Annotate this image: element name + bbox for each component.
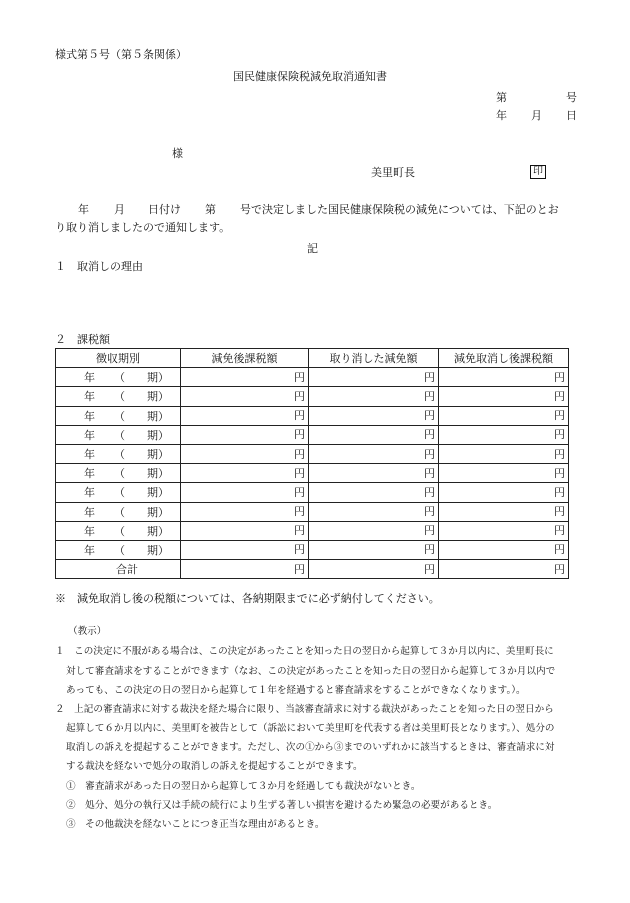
- instruction-line: あっても、この決定の日の翌日から起算して１年を経過すると審査請求をすることができなくなります。）。: [66, 685, 526, 696]
- intro-month: 月: [114, 203, 125, 216]
- period-close: 期）: [147, 428, 169, 442]
- table-row: [56, 502, 569, 521]
- section2-title: ２ 課税額: [55, 333, 110, 346]
- reduced-tax-cell: 円: [181, 406, 309, 425]
- reduced-tax-cell: 円: [181, 540, 309, 559]
- period-year: 年: [84, 543, 95, 557]
- total-reduced-tax: 円: [181, 560, 309, 579]
- cancelled-amount-cell: 円: [309, 406, 439, 425]
- form-number: 様式第５号（第５条関係）: [55, 48, 187, 61]
- tax-after-cancel-cell: 円: [439, 406, 569, 425]
- tax-after-cancel-cell: 円: [439, 540, 569, 559]
- period-cell: [56, 368, 181, 387]
- doc-number-prefix: 第: [496, 91, 507, 104]
- instruction-line: 起算して６か月以内に、美里町を被告として（訴訟において美里町を代表する者は美里町長となります。）、処分の: [66, 723, 555, 734]
- reduced-tax-cell: 円: [181, 387, 309, 406]
- total-row: [56, 560, 569, 579]
- period-open: （: [114, 371, 125, 385]
- period-close: 期）: [147, 371, 169, 385]
- tax-table-header: [56, 349, 569, 368]
- period-cell: [56, 406, 181, 425]
- addressee-suffix: 様: [172, 147, 183, 160]
- total-cancelled-amount: 円: [309, 560, 439, 579]
- tax-after-cancel-cell: 円: [439, 387, 569, 406]
- period-cell: [56, 425, 181, 444]
- intro-year: 年: [78, 203, 89, 216]
- cancelled-amount-cell: 円: [309, 387, 439, 406]
- period-close: 期）: [147, 409, 169, 423]
- instruction-line: ③ その他裁決を経ないことにつき正当な理由があるとき。: [66, 819, 325, 830]
- instruction-line: ① 審査請求があった日の翌日から起算して３か月を経過しても裁決がないとき。: [66, 781, 421, 792]
- section1-title: １ 取消しの理由: [55, 260, 143, 273]
- ki-mark: 記: [307, 242, 318, 255]
- total-tax-after-cancel: 円: [439, 560, 569, 579]
- period-cell: [56, 464, 181, 483]
- date-year: 年: [496, 109, 507, 122]
- cancelled-amount-cell: 円: [309, 464, 439, 483]
- table-row: [56, 483, 569, 502]
- instruction-line: する裁決を経ないで処分の取消しの訴えを提起することができます。: [66, 761, 363, 772]
- period-cell: [56, 483, 181, 502]
- period-open: （: [114, 428, 125, 442]
- period-close: 期）: [147, 543, 169, 557]
- cancelled-amount-cell: 円: [309, 521, 439, 540]
- cancelled-amount-cell: 円: [309, 368, 439, 387]
- tax-table: [55, 348, 569, 579]
- tax-after-cancel-cell: 円: [439, 425, 569, 444]
- period-open: （: [114, 409, 125, 423]
- instruction-line: ２ 上記の審査請求に対する裁決を経た場合に限り、当該審査請求に対する裁決があったことを知った日の翌日から: [55, 704, 554, 715]
- reduced-tax-cell: 円: [181, 483, 309, 502]
- reduced-tax-cell: 円: [181, 368, 309, 387]
- tax-after-cancel-cell: 円: [439, 444, 569, 463]
- header-reduced-tax: 減免後課税額: [181, 349, 309, 368]
- period-close: 期）: [147, 486, 169, 500]
- period-open: （: [114, 486, 125, 500]
- reduced-tax-cell: 円: [181, 464, 309, 483]
- period-close: 期）: [147, 505, 169, 519]
- cancelled-amount-cell: 円: [309, 444, 439, 463]
- intro-line2: り取り消しましたので通知します。: [55, 221, 231, 234]
- period-open: （: [114, 543, 125, 557]
- period-cell: [56, 521, 181, 540]
- table-row: [56, 387, 569, 406]
- instruction-line: 取消しの訴えを提起することができます。ただし、次の①から③までのいずれかに該当するときは、審査請求に対: [66, 742, 555, 753]
- payment-notice: ※ 減免取消し後の税額については、各納期限までに必ず納付してください。: [55, 592, 440, 605]
- header-tax-after-cancel: 減免取消し後課税額: [439, 349, 569, 368]
- period-close: 期）: [147, 447, 169, 461]
- table-row: [56, 368, 569, 387]
- reduced-tax-cell: 円: [181, 444, 309, 463]
- period-open: （: [114, 524, 125, 538]
- cancelled-amount-cell: 円: [309, 483, 439, 502]
- reduced-tax-cell: 円: [181, 425, 309, 444]
- table-row: [56, 521, 569, 540]
- period-open: （: [114, 390, 125, 404]
- reduced-tax-cell: 円: [181, 502, 309, 521]
- instruction-line: ② 処分、処分の執行又は手続の続行により生ずる著しい損害を避けるため緊急の必要があるとき。: [66, 800, 498, 811]
- tax-after-cancel-cell: 円: [439, 521, 569, 540]
- reduced-tax-cell: 円: [181, 521, 309, 540]
- period-cell: [56, 540, 181, 559]
- period-year: 年: [84, 505, 95, 519]
- cancelled-amount-cell: 円: [309, 540, 439, 559]
- period-cell: [56, 387, 181, 406]
- period-year: 年: [84, 428, 95, 442]
- period-open: （: [114, 447, 125, 461]
- instruction-line: 対して審査請求をすることができます（なお、この決定があったことを知った日の翌日から起算して３か月以内で: [66, 666, 556, 677]
- table-row: [56, 425, 569, 444]
- doc-number-suffix: 号: [566, 91, 577, 104]
- cancelled-amount-cell: 円: [309, 502, 439, 521]
- intro-dai: 第: [205, 203, 216, 216]
- period-close: 期）: [147, 467, 169, 481]
- document-title: 国民健康保険税減免取消通知書: [233, 70, 387, 83]
- intro-text: 号で決定しました国民健康保険税の減免については、下記のとお: [240, 203, 559, 216]
- tax-after-cancel-cell: 円: [439, 483, 569, 502]
- cancelled-amount-cell: 円: [309, 425, 439, 444]
- intro-dated: 日付け: [148, 203, 181, 216]
- period-year: 年: [84, 390, 95, 404]
- period-close: 期）: [147, 390, 169, 404]
- table-row: [56, 540, 569, 559]
- period-year: 年: [84, 409, 95, 423]
- tax-after-cancel-cell: 円: [439, 502, 569, 521]
- total-label: 合計: [56, 560, 181, 579]
- period-year: 年: [84, 467, 95, 481]
- header-period: 徴収期別: [56, 349, 181, 368]
- issuer-name: 美里町長: [371, 166, 415, 179]
- table-row: [56, 444, 569, 463]
- period-year: 年: [84, 486, 95, 500]
- period-year: 年: [84, 447, 95, 461]
- instruction-line: １ この決定に不服がある場合は、この決定があったことを知った日の翌日から起算して３か月以内に、美里町長に: [55, 646, 554, 657]
- period-cell: [56, 502, 181, 521]
- period-year: 年: [84, 524, 95, 538]
- table-row: [56, 406, 569, 425]
- period-open: （: [114, 505, 125, 519]
- table-row: [56, 464, 569, 483]
- period-cell: [56, 444, 181, 463]
- tax-after-cancel-cell: 円: [439, 368, 569, 387]
- header-cancelled-amount: 取り消した減免額: [309, 349, 439, 368]
- date-day: 日: [566, 109, 577, 122]
- period-year: 年: [84, 371, 95, 385]
- period-open: （: [114, 467, 125, 481]
- instruction-heading: （教示）: [68, 626, 107, 637]
- tax-after-cancel-cell: 円: [439, 464, 569, 483]
- date-month: 月: [531, 109, 542, 122]
- period-close: 期）: [147, 524, 169, 538]
- seal-mark: 印: [530, 165, 546, 179]
